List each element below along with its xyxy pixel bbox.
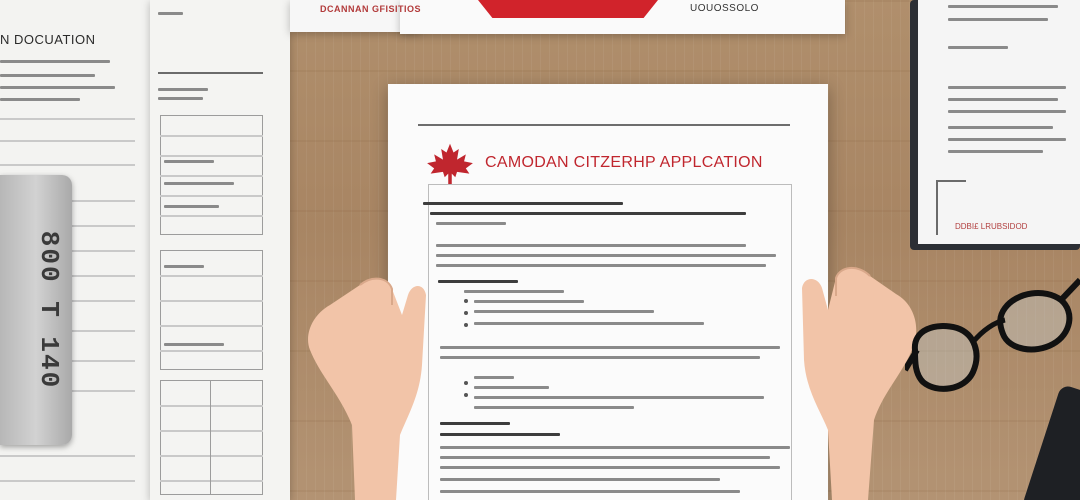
form-line [160,155,263,157]
form-line [0,455,135,457]
text-line [0,60,110,63]
form-line [160,430,263,432]
form-line [70,330,135,332]
bullet-line [474,310,654,313]
text-line [948,150,1043,153]
id-card [0,175,72,445]
text-line [948,46,1008,49]
form-line [160,405,263,407]
section-heading [438,280,518,283]
text-line [948,86,1066,89]
eyeglasses-icon [905,270,1080,410]
form-line [70,390,135,392]
text-line [440,356,760,359]
text-line [440,490,740,493]
header-rule [418,124,790,126]
text-line [164,182,234,185]
bullet-dot [464,393,468,397]
text-line [158,97,203,100]
bullet-line [474,300,584,303]
form-line [160,350,263,352]
bullet-dot [464,323,468,327]
section-heading [423,202,623,205]
application-body-frame [428,184,792,500]
form-grid [160,250,263,370]
form-line [70,200,135,202]
text-line [440,346,780,349]
left-document-title: N DOCUATION [0,32,96,47]
form-line [160,300,263,302]
bullet-line [474,322,704,325]
bullet-dot [464,381,468,385]
text-line [948,126,1053,129]
text-line [440,446,790,449]
flag-banner [478,0,658,18]
text-line [436,264,766,267]
form-divider [210,380,211,495]
bullet-line [464,290,564,293]
form-line [160,480,263,482]
form-grid [160,380,263,495]
text-line [436,244,746,247]
form-line [160,175,263,177]
text-line [948,98,1058,101]
text-line [948,5,1058,8]
section-heading [440,422,510,425]
bullet-line [474,386,549,389]
bullet-line [474,406,634,409]
bullet-line [474,396,764,399]
form-line [0,480,135,482]
form-line [160,215,263,217]
right-document-footer: DDBI£ LRUBSIDOD [955,222,1028,231]
top-envelope-label: DCANNAN GFISITIOS [320,4,422,14]
text-line [440,478,720,481]
text-line [948,110,1066,113]
text-line [164,343,224,346]
text-line [0,74,95,77]
form-line [0,118,135,120]
right-document [918,0,1080,244]
form-line [70,250,135,252]
text-line [164,265,204,268]
form-bracket [936,180,938,235]
text-line [0,98,80,101]
id-card-number: 800 T 140 [34,230,65,390]
form-rule [158,72,263,74]
text-line [948,138,1066,141]
form-line [160,135,263,137]
form-line [0,164,135,166]
bullet-dot [464,311,468,315]
text-line [440,466,780,469]
top-envelope-right-label: UOUOSSOLO [690,3,759,14]
form-line [70,225,135,227]
form-bracket [936,180,966,182]
form-line [70,275,135,277]
form-document [150,0,290,500]
bullet-line [474,376,514,379]
form-line [0,140,135,142]
text-line [0,86,115,89]
maple-leaf-icon [422,142,478,186]
text-line [440,456,770,459]
left-hand [300,255,430,500]
text-line [436,222,506,225]
section-heading [430,212,746,215]
text-line [158,12,183,15]
form-line [160,275,263,277]
form-line [160,195,263,197]
form-line [70,360,135,362]
application-title: CAMODAN CITZERHP APPLCATION [485,154,763,171]
section-heading [440,433,560,436]
text-line [436,254,776,257]
text-line [158,88,208,91]
form-line [160,325,263,327]
form-line [160,455,263,457]
text-line [164,205,219,208]
text-line [948,18,1048,21]
citizenship-application [388,84,828,500]
bullet-dot [464,299,468,303]
text-line [164,160,214,163]
form-line [70,300,135,302]
